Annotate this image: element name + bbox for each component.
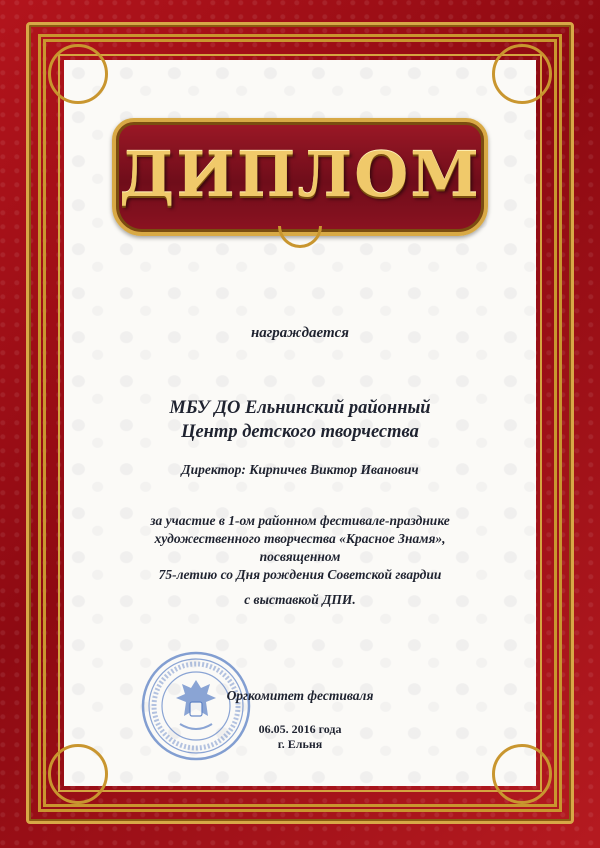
corner-ornament-icon	[48, 44, 108, 104]
exhibition-note: с выставкой ДПИ.	[244, 592, 356, 607]
issue-date: 06.05. 2016 года	[258, 722, 342, 736]
title-banner	[112, 118, 488, 236]
awarded-label: награждается	[250, 325, 350, 341]
award-reason	[64, 512, 536, 584]
organization-line-1: МБУ ДО Ельнинский районный	[169, 398, 431, 418]
organization-line-2: Центр детского творчества	[181, 422, 419, 442]
reason-line-3: посвященном	[259, 549, 341, 564]
corner-ornament-icon	[492, 744, 552, 804]
festival-committee: Оргкомитет фестиваля	[226, 688, 374, 703]
organization-name	[64, 396, 536, 444]
reason-line-4: 75-летию со Дня рождения Советской гвардии	[158, 567, 442, 582]
reason-line-1: за участие в 1-ом районном фестивале-празднике	[150, 513, 450, 528]
corner-ornament-icon	[48, 744, 108, 804]
issue-city: г. Ельня	[277, 737, 323, 751]
corner-ornament-icon	[492, 44, 552, 104]
director-name: Директор: Кирпичев Виктор Иванович	[181, 462, 419, 477]
issue-date-block	[64, 722, 536, 752]
diploma-title: ДИПЛОМ	[119, 138, 481, 211]
reason-line-2: художественного творчества «Красное Знамя»,	[154, 531, 446, 546]
